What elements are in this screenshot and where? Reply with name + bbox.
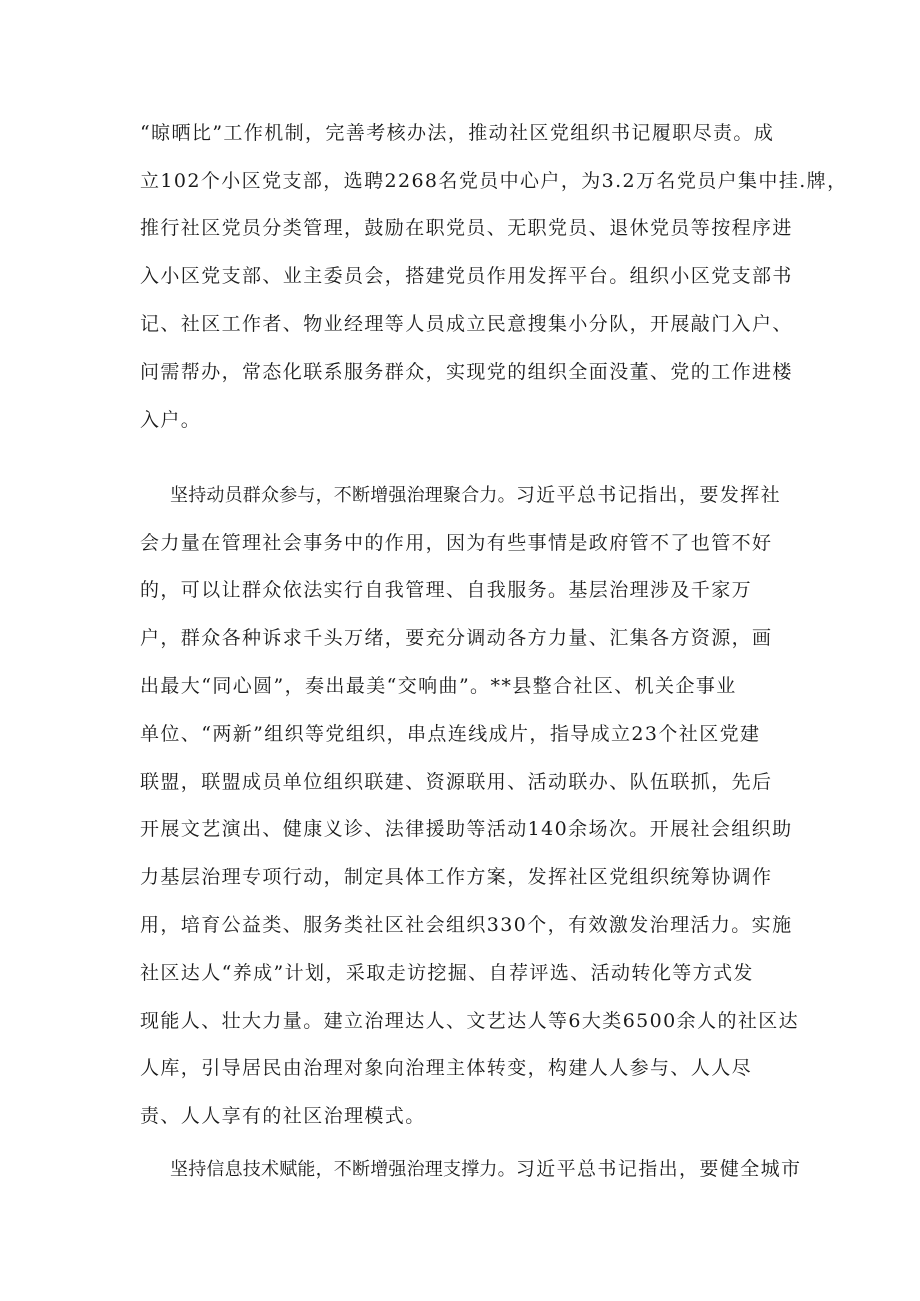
paragraph-2-line-11: 社区达人“养成”计划，采取走访挖掘、自荐评选、活动转化等方式发 (140, 962, 754, 984)
paragraph-2-line-12: 现能人、壮大力量。建立治理达人、文艺达人等6大类6500余人的社区达 (140, 1010, 800, 1032)
paragraph-2-line-1 (170, 483, 781, 508)
paragraph-3-line-1 (170, 1157, 801, 1182)
paragraph-3-lead: 坚持信息技术赋能，不断增强治理支撑力。 (170, 1159, 516, 1180)
paragraph-1-line-4: 入小区党支部、业主委员会，搭建党员作用发挥平台。组织小区党支部书 (140, 265, 793, 287)
paragraph-2-line-7: 联盟，联盟成员单位组织联建、资源联用、活动联办、队伍联抓，先后 (140, 771, 773, 793)
paragraph-1-line-7: 入户。 (140, 409, 202, 431)
paragraph-1-line-6: 问需帮办，常态化联系服务群众，实现党的组织全面没董、党的工作进楼 (140, 361, 793, 383)
paragraph-2-line-3: 的，可以让群众依法实行自我管理、自我服务。基层治理涉及千家万 (140, 579, 753, 601)
paragraph-1-line-1: “晾晒比”工作机制，完善考核办法，推动社区党组织书记履职尽责。成 (140, 122, 775, 144)
paragraph-1-line-3: 推行社区党员分类管理，鼓励在职党员、无职党员、退休党员等按程序进 (140, 217, 793, 239)
paragraph-2-line-6: 单位、“两新”组织等党组织，串点连线成片，指导成立23个社区党建 (140, 723, 761, 745)
paragraph-2-line-4: 户，群众各种诉求千头万绪，要充分调动各方力量、汇集各方资源，画 (140, 627, 773, 649)
paragraph-1-line-2: 立102个小区党支部，选聘2268名党员中心户，为3.2万名党员户集中挂.牌， (140, 170, 848, 192)
paragraph-2-line-9: 力基层治理专项行动，制定具体工作方案，发挥社区党组织统筹协调作 (140, 866, 773, 888)
paragraph-2-lead: 坚持动员群众参与，不断增强治理聚合力。 (170, 485, 516, 506)
paragraph-2-line-5: 出最大“同心圆”，奏出最美“交响曲”。**县整合社区、机关企事业 (140, 675, 737, 697)
paragraph-2-first-line-rest: 习近平总书记指出，要发挥社 (515, 484, 782, 506)
paragraph-2-line-14: 责、人人享有的社区治理模式。 (140, 1105, 426, 1127)
paragraph-2-line-13: 人库，引导居民由治理对象向治理主体转变，构建人人参与、人人尽 (140, 1057, 753, 1079)
paragraph-2-line-8: 开展文艺演出、健康义诊、法律援助等活动140余场次。开展社会组织助 (140, 818, 793, 840)
paragraph-3-first-line-rest: 习近平总书记指出，要健全城市 (515, 1158, 802, 1180)
paragraph-2-line-10: 用，培育公益类、服务类社区社会组织330个，有效激发治理活力。实施 (140, 914, 793, 936)
paragraph-1-line-5: 记、社区工作者、物业经理等人员成立民意搜集小分队，开展敲门入户、 (140, 313, 793, 335)
paragraph-2-line-2: 会力量在管理社会事务中的作用，因为有些事情是政府管不了也管不好 (140, 532, 773, 554)
